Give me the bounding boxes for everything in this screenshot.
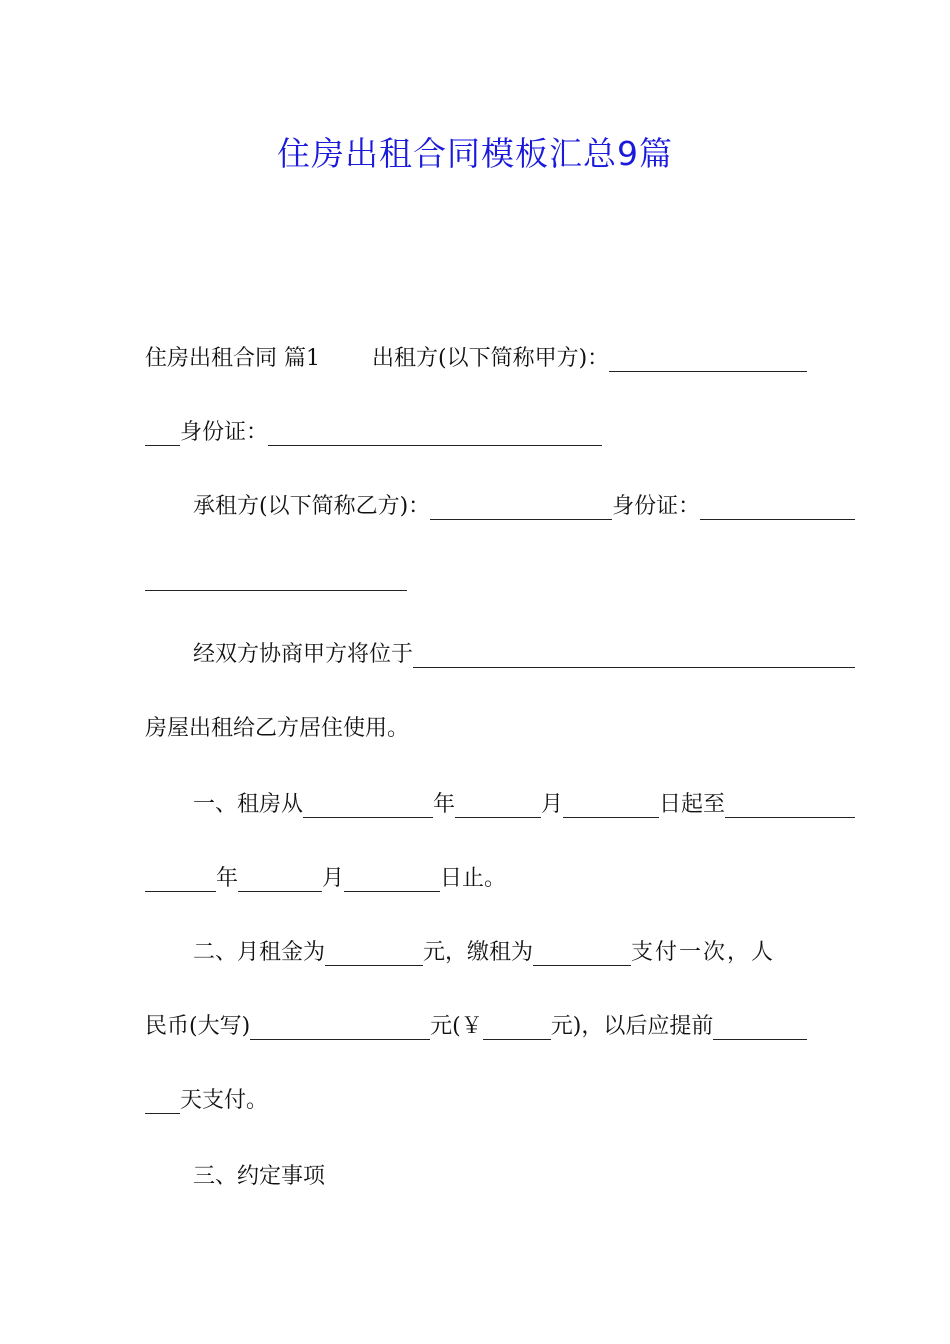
contract-line-7: [145, 790, 855, 820]
contract-line-10: [145, 1012, 807, 1042]
contract-line-1: [145, 344, 807, 374]
start-day-blank[interactable]: [563, 793, 659, 818]
yuan-paren-label: 元(￥: [430, 1014, 483, 1039]
monthly-rent-blank[interactable]: [325, 941, 423, 966]
section-heading: 三、约定事项: [193, 1164, 326, 1189]
end-day-blank[interactable]: [344, 867, 440, 892]
contract-heading: 住房出租合同 篇1: [145, 346, 320, 371]
location-label: 经双方协商甲方将位于: [193, 642, 414, 667]
rent-label: 二、月租金为: [193, 940, 326, 965]
end-month-blank[interactable]: [238, 867, 322, 892]
contract-line-6: [145, 714, 807, 744]
location-blank[interactable]: [413, 643, 855, 668]
contract-line-11: [145, 1086, 807, 1116]
lessee-id-blank[interactable]: [700, 495, 855, 520]
lessor-blank[interactable]: [609, 347, 807, 372]
pay-once-label: 支付一次，人: [631, 940, 776, 965]
lessee-blank[interactable]: [430, 495, 612, 520]
lessor-blank-cont[interactable]: [145, 421, 180, 446]
contract-line-4: [145, 566, 807, 593]
amount-figure-blank[interactable]: [483, 1015, 551, 1040]
day-to-label: 日止。: [440, 866, 507, 891]
contract-line-8: [145, 864, 807, 894]
year-label: 年: [216, 866, 239, 891]
month-label: 月: [322, 866, 345, 891]
start-year-blank[interactable]: [303, 793, 433, 818]
advance-days-blank-cont[interactable]: [145, 1089, 180, 1114]
year-label: 年: [433, 792, 456, 817]
start-month-blank[interactable]: [455, 793, 541, 818]
contract-line-9: [145, 938, 855, 968]
lessor-id-label: 身份证：: [180, 420, 269, 445]
contract-line-5: [145, 640, 855, 670]
day-from-label: 日起至: [659, 792, 726, 817]
lessor-label: 出租方(以下简称甲方)：: [372, 346, 610, 371]
lessee-label: 承租方(以下简称乙方)：: [193, 494, 431, 519]
rmb-label: 民币(大写): [145, 1014, 251, 1039]
document-title: 住房出租合同模板汇总9篇: [277, 134, 673, 173]
end-year-blank[interactable]: [725, 793, 855, 818]
contract-line-12: [145, 1162, 855, 1192]
end-year-blank-cont[interactable]: [145, 867, 216, 892]
days-pay-label: 天支付。: [180, 1088, 269, 1113]
contract-line-2: [145, 418, 807, 448]
payment-period-blank[interactable]: [533, 941, 631, 966]
payment-label: 元，缴租为: [423, 940, 534, 965]
amount-words-blank[interactable]: [250, 1015, 430, 1040]
month-label: 月: [541, 792, 564, 817]
contract-line-3: [145, 492, 855, 522]
lessee-id-label: 身份证：: [612, 494, 701, 519]
usage-text: 房屋出租给乙方居住使用。: [145, 716, 410, 741]
advance-label: 元)，以后应提前: [550, 1014, 714, 1039]
term-label: 一、租房从: [193, 792, 304, 817]
lessor-id-blank[interactable]: [268, 421, 602, 446]
advance-days-blank[interactable]: [713, 1015, 807, 1040]
lessee-id-blank-cont[interactable]: [145, 566, 407, 591]
